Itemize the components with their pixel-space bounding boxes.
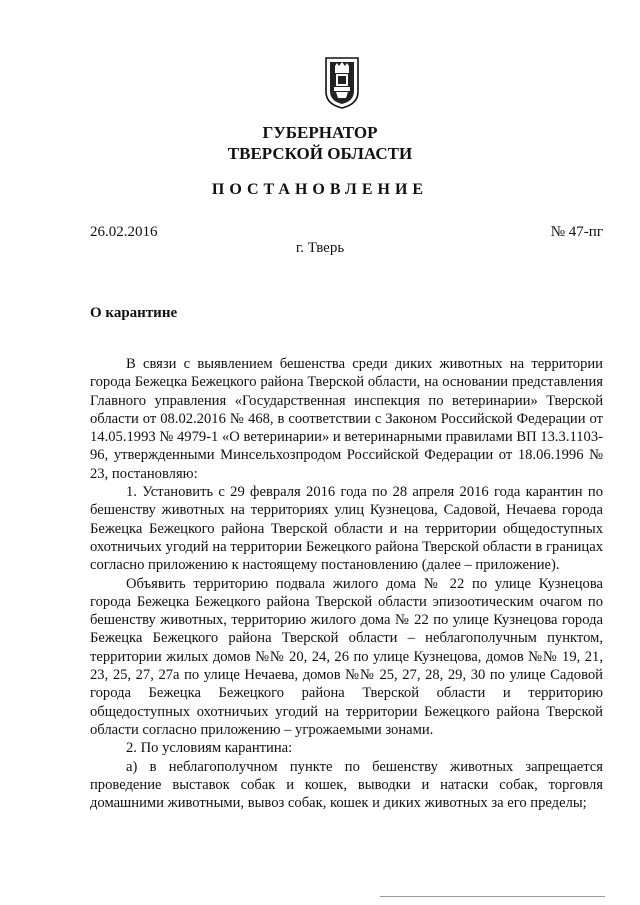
paragraph: 1. Установить с 29 февраля 2016 года по 28 апреля 2016 года карантин по бешенству животных на территориях улиц Кузнецова, Садовой, Нечаева города Бежецка Бежецкого района Тверской области и на территории общедоступных охотничьих угодий на территории Бежецкого района Тверской области в границах согласно приложению к настоящему постановлению (далее – приложение). bbox=[90, 484, 603, 574]
paragraph: 2. По условиям карантина: bbox=[126, 740, 293, 757]
decree-subject: О карантине bbox=[90, 305, 178, 321]
city: г. Тверь bbox=[295, 240, 345, 256]
region-title: ТВЕРСКОЙ ОБЛАСТИ bbox=[227, 144, 413, 163]
decree-number: № 47-пг bbox=[550, 224, 603, 240]
decree-title: ПОСТАНОВЛЕНИЕ bbox=[211, 181, 429, 198]
footer-divider bbox=[380, 896, 605, 897]
governor-title: ГУБЕРНАТОР bbox=[262, 123, 378, 142]
decree-date: 26.02.2016 bbox=[90, 224, 158, 240]
paragraph: Объявить территорию подвала жилого дома № 22 по улице Кузнецова города Бежецка Бежецкого района Тверской области эпизоотическим очагом по бешенству животных, территорию жилого дома № 22 по улице Кузнецова города Бежецка Бежецкого района Тверской области – неблагополучным пунктом, территории жилых домов №№ 20, 24, 26 по улице Кузнецова, домов №№ 19, 21, 23, 25, 27, 27а по улице Нечаева, домов №№ 25, 27, 28, 29, 30 по улице Садовой города Бежецка Бежецкого района Тверской области и территорию общедоступных охотничьих угодий на территории Бежецкого района Тверской области согласно приложению – угрожаемыми зонами. bbox=[90, 575, 603, 738]
decree-body bbox=[90, 355, 603, 812]
paragraph: а) в неблагополучном пункте по бешенству животных запрещается проведение выставок собак и кошек, выводки и натаски собак, торговля домашними животными, вывоз собак, кошек и диких животных за его пределы; bbox=[90, 758, 603, 812]
paragraph: В связи с выявлением бешенства среди диких животных на территории города Бежецка Бежецкого района Тверской области, на основании представления Главного управления «Государственная инспекция по ветеринарии» Тверской области от 08.02.2016 № 468, в соответствии с Законом Российской Федерации от 14.05.1993 № 4979-1 «О ветеринарии» и ветеринарными правилами ВП 13.3.1103-96, утвержденными Минсельхозпродом Российской Федерации от 18.06.1996 № 23, постановляю: bbox=[90, 356, 603, 482]
coat-of-arms-icon bbox=[324, 56, 360, 110]
